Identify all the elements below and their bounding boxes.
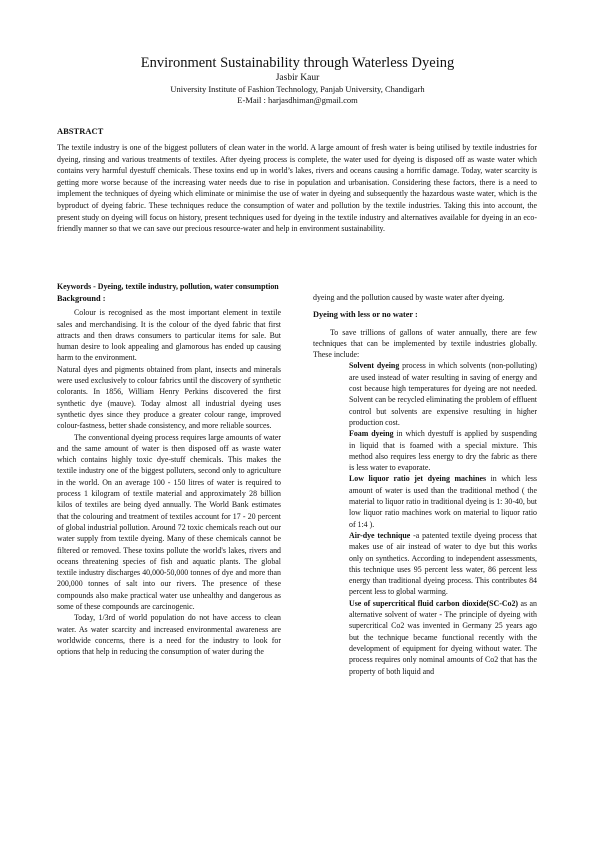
paragraph: Natural dyes and pigments obtained from plant, insects and minerals were used exclusively to colour fabrics until the discovery of synthetic colorants. In 1856, William Henry Perkins discovered the first synthetic dye (mauve). Today almost all industrial dyeing uses synthetic dyes since they produce a greater colour range, improved colour-fastness, better shade consistency, and more reliable sources.: [57, 364, 281, 431]
paragraph: Today, 1/3rd of world population do not have access to clean water. As water scarcity and increased environmental awareness are worldwide concerns, there is a need for the industry to look for options that help in reducing the consumption of water during the: [57, 613, 281, 657]
left-column: [57, 293, 281, 658]
section-heading: Dyeing with less or no water :: [313, 310, 418, 320]
list-item-text: in which less amount of water is used than the traditional method ( the material to liquor ratio in traditional dyeing is 1: 30-40, but low liquor ratio machines work on material to liquor ratio of 1:4 ).: [349, 474, 537, 529]
list-item: [349, 598, 537, 677]
right-column: [313, 293, 537, 677]
background-heading: Background :: [57, 294, 106, 303]
list-item-text: as an alternative solvent of water - The principle of dyeing with supercritical Co2 was invented in Germany 25 years ago but the technique became functional recently with the development of equipment for dyeing without water. The process requires only nominal amounts of Co2 that has the property of both liquid and: [349, 598, 537, 676]
abstract-text: The textile industry is one of the biggest polluters of clean water in the world. A large amount of fresh water is being utilised by textile industries for dyeing, rinsing and various treatments of textiles. After dyeing process is complete, the water used for dyeing is disposed off as waste water which contains very harmful dyestuff chemicals. These toxins end up in world’s lakes, rivers and oceans causing a horrific damage. Today, water scarcity is getting more worse because of the increasing water needs due to rise in population and urbanisation. Considering these factors, there is a need to implement the techniques of dyeing which eliminate or minimise the use of water in dyeing and subsequently the hazardous waste water, which is the byproduct of dyeing fabric. These techniques reduce the consumption of water and pollution by the textile industries. Taking this into account, the present study on dyeing will focus on history, present techniques used for dyeing in the textile industry and alternatives available for dyeing in an eco-friendly manner so that we can save our precious resource-water and help in environment sustainability.: [57, 143, 537, 234]
list-item-lead: Use of supercritical fluid carbon dioxide(SC-Co2): [349, 598, 519, 608]
paragraph: To save trillions of gallons of water annually, there are few techniques that can be implemented by textile industries globally. These include:: [313, 327, 537, 360]
list-item-text: in which dyestuff is applied by suspending in liquid that is foamed with a special mixture. This method also requires less energy to dry the fabric as there is less water to evaporate.: [349, 429, 537, 473]
paper-title: Environment Sustainability through Waterless Dyeing: [140, 55, 455, 71]
list-item-lead: Air-dye technique: [349, 530, 411, 540]
list-item-lead: Solvent dyeing: [349, 361, 400, 371]
author-email: E-Mail : harjasdhiman@gmail.com: [237, 95, 358, 105]
list-item: [349, 530, 537, 598]
list-item: [349, 473, 537, 529]
list-item-lead: Foam dyeing: [349, 429, 394, 439]
list-item: [349, 360, 537, 428]
list-item-text: process in which solvents (non-polluting) are used instead of water resulting in saving of energy and cost because high temperatures for dyeing are not needed. Solvent can be recycled eliminating the problem of effluent control but solvents are expensive resulting in higher production cost.: [349, 361, 537, 427]
paragraph: The conventional dyeing process requires large amounts of water and the same amount of water is then disposed off as waste water which contains highly toxic dye-stuff chemicals. This makes the textile industry one of the biggest polluters, second only to agriculture in the world. On an average 100 - 150 litres of water is required to process 1 kilogram of textile material and approximately 28 billion kilos of textiles are being dyed annually. The World Bank estimates that the colouring and treatment of textiles account for 17 - 20 percent of global industrial pollution. Around 72 toxic chemicals reach out our water supply from textile dyeing. Many of these chemicals cannot be filtered or removed. These toxins pollute the world's lakes, rivers and oceans threatening species of fish and aquatic plants. The global textile industry discharges 40,000-50,000 tonnes of dye and more than 200,000 tonnes of salt into our rivers. The presence of these compounds also make practical water use unhealthy and dangerous as some of these compounds are carcinogenic.: [57, 432, 281, 612]
author-affiliation: University Institute of Fashion Technology, Panjab University, Chandigarh: [170, 84, 425, 94]
list-item: [349, 428, 537, 473]
keywords: Keywords - Dyeing, textile industry, pollution, water consumption: [57, 282, 279, 291]
list-item-text: -a patented textile dyeing process that makes use of air instead of water to dye but this works only on synthetics. According to independent assessments, this technique uses 95 percent less water, 86 percent less energy than traditional dyeing process. This contributes 84 percent less to global warming.: [349, 530, 538, 597]
paragraph: dyeing and the pollution caused by waste water after dyeing.: [313, 293, 505, 302]
abstract-body: [57, 142, 537, 235]
author-name: Jasbir Kaur: [275, 73, 320, 83]
paragraph: Colour is recognised as the most important element in textile sales and merchandising. It is the colour of the dyed fabric that first attracts and then draws consumers to particular items for sale. But human desire to look appealing and glamorous has ended up causing harm to the environment.: [57, 308, 281, 363]
abstract-heading: ABSTRACT: [57, 126, 104, 136]
list-item-lead: Low liquor ratio jet dyeing machines: [349, 474, 487, 484]
